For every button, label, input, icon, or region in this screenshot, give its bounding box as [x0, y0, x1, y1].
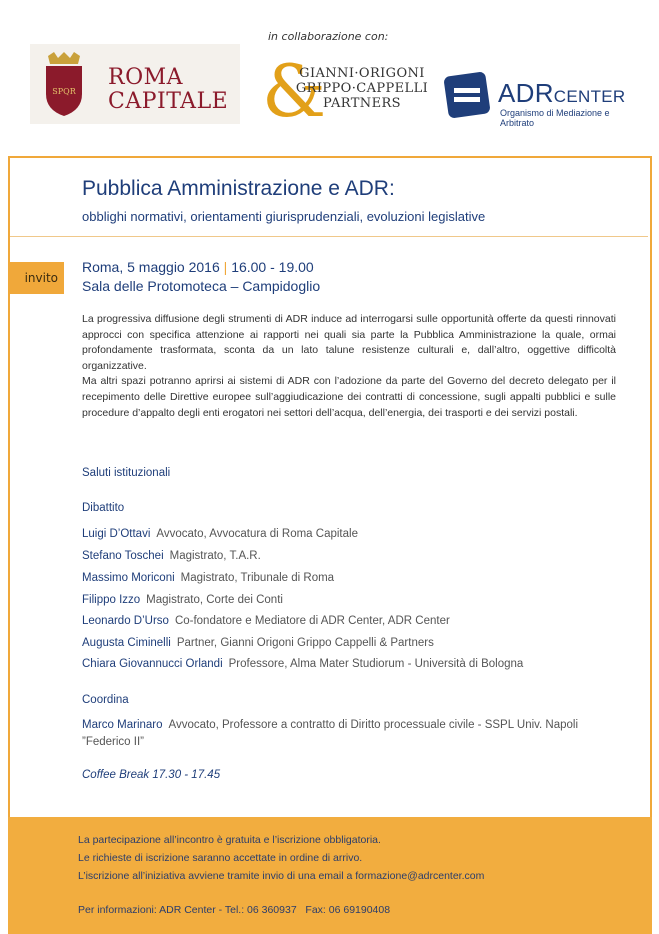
adr-center-logo — [444, 72, 644, 128]
partners-wordmark — [292, 66, 432, 111]
description-paragraph-1: La progressiva diffusione degli strumenti di ADR induce ad interrogarsi sulle opportunità offerte da questi rinnovati approcci con specifica attenzione ai rapporti nei quali sia parte la Pubblica Amministrazione la quale, ormai profondamente trasformata, sconta da un lato talune resistenze culturali e, dall’altro, oggettive difficoltà organizzative. — [82, 313, 616, 372]
event-date-time — [82, 259, 314, 275]
coordinator-name: Marco Marinaro — [82, 719, 163, 731]
speaker-name: Chiara Giovannucci Orlandi — [82, 658, 223, 670]
speaker-name: Augusta Ciminelli — [82, 637, 171, 649]
speaker-row — [82, 572, 334, 584]
footer-contact-info: Per informazioni: ADR Center - Tel.: 06 360937 Fax: 06 69190408 — [78, 904, 391, 916]
footer-line-1: La partecipazione all’incontro è gratuita e l’iscrizione obbligatoria. — [78, 834, 381, 846]
speaker-name: Massimo Moriconi — [82, 572, 175, 584]
speaker-name: Filippo Izzo — [82, 594, 141, 606]
invito-tab: invito — [10, 262, 64, 294]
saluti-heading: Saluti istituzionali — [82, 467, 171, 479]
event-time: 16.00 - 19.00 — [231, 259, 314, 275]
footer-line-2: Le richieste di iscrizione saranno accettate in ordine di arrivo. — [78, 852, 363, 864]
speaker-row — [82, 594, 283, 606]
coffee-break: Coffee Break 17.30 - 17.45 — [82, 769, 221, 781]
adr-center-wordmark — [498, 78, 626, 109]
coordinator-role: Avvocato, Professore a contratto di Diritto processuale civile - SSPL Univ. Napoli ”Federico II” — [82, 719, 579, 748]
roma-line1: ROMA — [108, 65, 184, 90]
speaker-name: Stefano Toschei — [82, 550, 164, 562]
partners-line3: PARTNERS — [323, 96, 401, 111]
description-text — [82, 312, 616, 421]
speaker-name: Luigi D’Ottavi — [82, 528, 151, 540]
description-paragraph-2: Ma altri spazi potranno aprirsi ai sistemi di ADR con l’adozione da parte del Governo del decreto delegato per il recepimento delle Direttive europee sull’aggiudicazione dei contratti di concessione, sugli appalti pubblici e sulle procedure d’appalto degli enti erogatori nei settori dell’acqua, dell’energia, dei trasporti e dei servizi postali. — [82, 375, 616, 419]
speaker-role: Co-fondatore e Mediatore di ADR Center, ADR Center — [174, 615, 450, 627]
dibattito-heading: Dibattito — [82, 502, 125, 514]
coordina-heading: Coordina — [82, 694, 129, 706]
adr-name-tail: CENTER — [553, 87, 626, 106]
roma-line2: CAPITALE — [108, 89, 229, 114]
event-title: Pubblica Amministrazione e ADR: — [82, 177, 395, 200]
coordinator-row — [82, 717, 622, 751]
date-separator: | — [219, 259, 232, 275]
adr-center-tagline: Organismo di Mediazione e Arbitrato — [500, 108, 610, 128]
footer-line-3: L’iscrizione all’iniziativa avviene tramite invio di una email a formazione@adrcenter.com — [78, 870, 485, 882]
speaker-role: Magistrato, T.A.R. — [169, 550, 261, 562]
adr-mark-icon — [444, 72, 490, 118]
speaker-row — [82, 528, 358, 540]
adr-name-main: ADR — [498, 78, 554, 108]
speaker-name: Leonardo D’Urso — [82, 615, 169, 627]
gianni-origoni-logo — [262, 49, 434, 133]
speaker-row — [82, 637, 434, 649]
speaker-row — [82, 615, 450, 627]
partners-line1: GIANNI·ORIGONI — [299, 66, 425, 81]
roma-capitale-wordmark — [108, 66, 228, 114]
collaboration-label: in collaborazione con: — [268, 30, 389, 43]
partners-line2: GRIPPO·CAPPELLI — [295, 81, 429, 96]
event-venue: Sala delle Protomoteca – Campidoglio — [82, 278, 321, 294]
event-date: Roma, 5 maggio 2016 — [82, 259, 220, 275]
speaker-role: Partner, Gianni Origoni Grippo Cappelli & Partners — [176, 637, 434, 649]
speaker-row — [82, 550, 261, 562]
speaker-role: Magistrato, Tribunale di Roma — [180, 572, 335, 584]
roma-shield-icon — [40, 50, 88, 118]
event-subtitle: obblighi normativi, orientamenti giurisprudenziali, evoluzioni legislative — [82, 209, 486, 224]
speaker-role: Avvocato, Avvocatura di Roma Capitale — [156, 528, 358, 540]
ampersand-mark-icon: & — [262, 49, 327, 133]
svg-text:SPQR: SPQR — [52, 87, 76, 96]
roma-capitale-logo — [30, 44, 240, 124]
speaker-role: Professore, Alma Mater Studiorum - Università di Bologna — [228, 658, 524, 670]
speaker-role: Magistrato, Corte dei Conti — [146, 594, 283, 606]
speaker-row — [82, 658, 523, 670]
section-divider — [10, 236, 648, 237]
